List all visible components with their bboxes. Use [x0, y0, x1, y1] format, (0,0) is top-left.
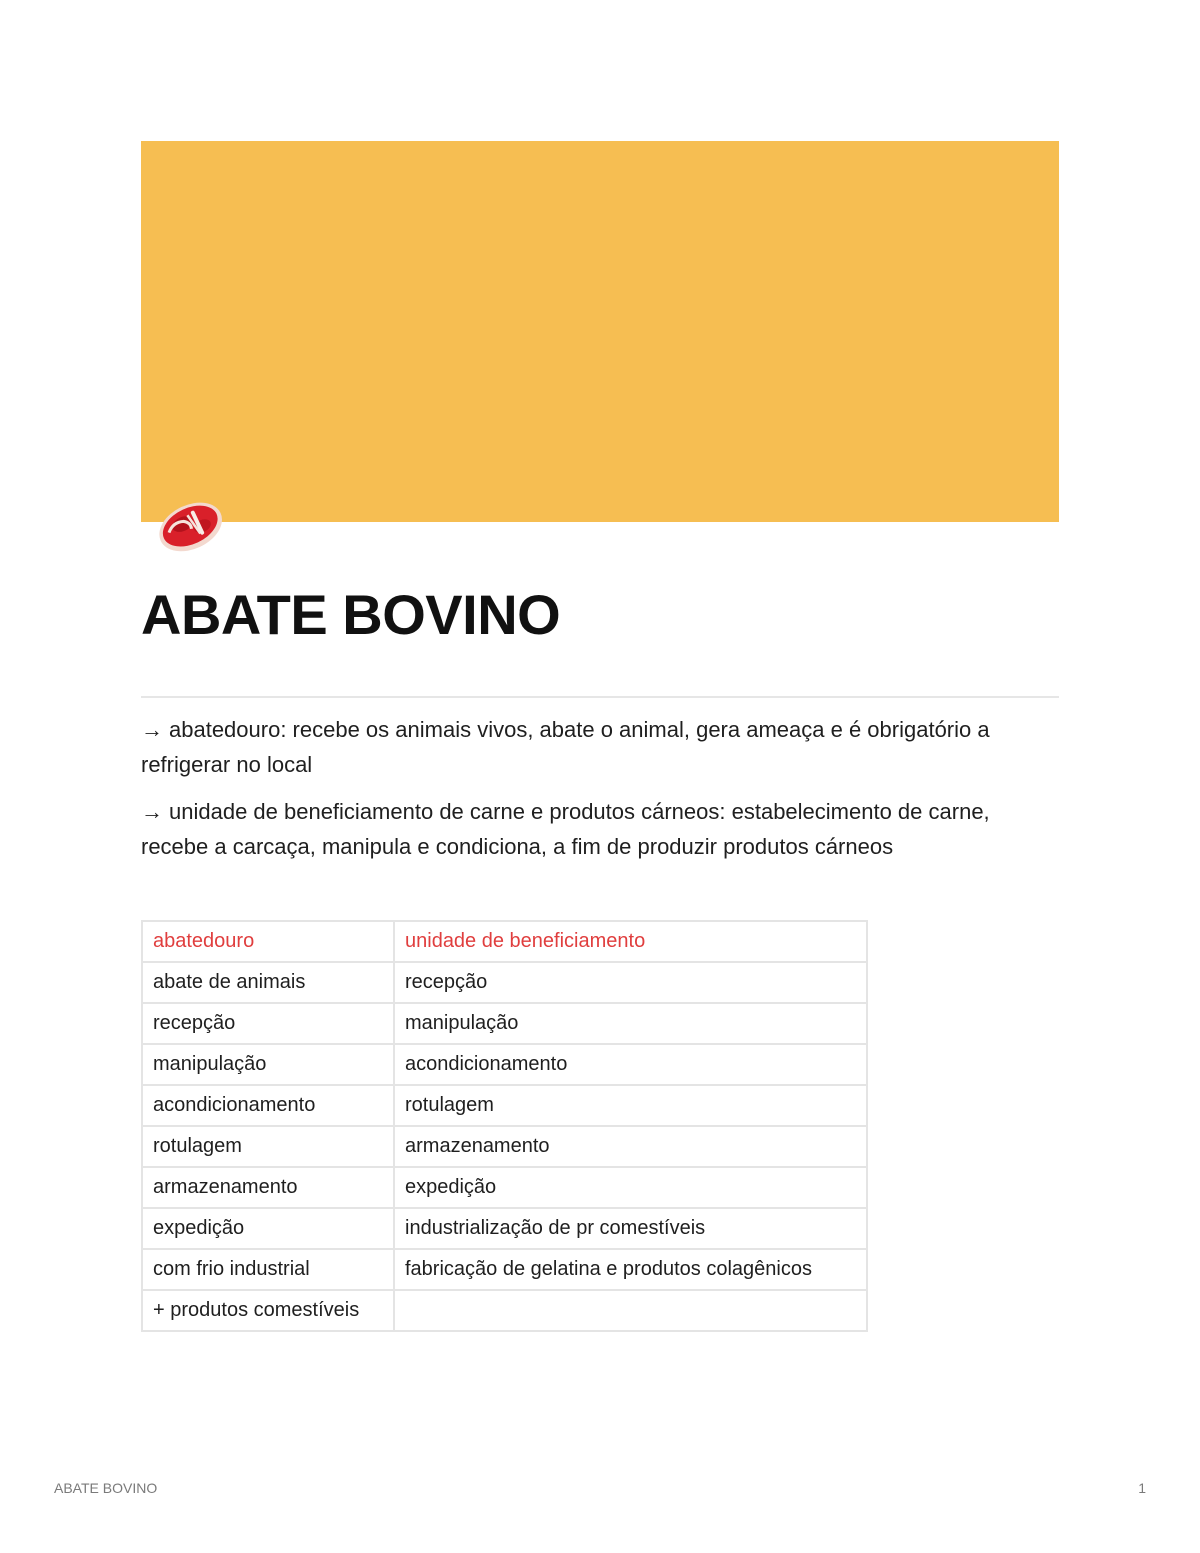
footer-title: ABATE BOVINO [54, 1480, 158, 1496]
table-cell: recepção [394, 962, 867, 1003]
table-cell: acondicionamento [142, 1085, 394, 1126]
paragraph-text: abatedouro: recebe os animais vivos, abate o animal, gera ameaça e é obrigatório a refrigerar no local [141, 717, 990, 777]
table-row [142, 1085, 867, 1126]
table-cell: acondicionamento [394, 1044, 867, 1085]
page-title: ABATE BOVINO [141, 583, 561, 646]
table-header-cell: unidade de beneficiamento [394, 921, 867, 962]
table-cell: armazenamento [394, 1126, 867, 1167]
table-row [142, 1167, 867, 1208]
table-cell: manipulação [394, 1003, 867, 1044]
table-cell: expedição [394, 1167, 867, 1208]
table-row [142, 1249, 867, 1290]
paragraph-text: unidade de beneficiamento de carne e produtos cárneos: estabelecimento de carne, recebe a carcaça, manipula e condiciona, a fim de produzir produtos cárneos [141, 799, 990, 859]
table-cell: industrialização de pr comestíveis [394, 1208, 867, 1249]
table-cell: recepção [142, 1003, 394, 1044]
table-header-row [142, 921, 867, 962]
divider [141, 696, 1059, 698]
table-row [142, 1208, 867, 1249]
arrow-right-icon: → [141, 799, 163, 824]
table-cell: abate de animais [142, 962, 394, 1003]
table-cell: manipulação [142, 1044, 394, 1085]
table-row [142, 1003, 867, 1044]
table-row [142, 1126, 867, 1167]
footer-page-number: 1 [1138, 1480, 1146, 1496]
table-cell: fabricação de gelatina e produtos colagênicos [394, 1249, 867, 1290]
table-cell: expedição [142, 1208, 394, 1249]
table-row [142, 1044, 867, 1085]
meat-steak-icon [146, 486, 230, 566]
table-cell: com frio industrial [142, 1249, 394, 1290]
table-cell [394, 1290, 867, 1331]
comparison-table [141, 920, 868, 1332]
arrow-right-icon: → [141, 717, 163, 742]
table-cell: + produtos comestíveis [142, 1290, 394, 1331]
table-cell: armazenamento [142, 1167, 394, 1208]
table-header-cell: abatedouro [142, 921, 394, 962]
table-row [142, 962, 867, 1003]
cover-banner [141, 141, 1059, 522]
table-row [142, 1290, 867, 1331]
paragraph-abatedouro [141, 712, 1051, 782]
table-cell: rotulagem [142, 1126, 394, 1167]
table-cell: rotulagem [394, 1085, 867, 1126]
paragraph-unidade-beneficiamento [141, 794, 1051, 864]
